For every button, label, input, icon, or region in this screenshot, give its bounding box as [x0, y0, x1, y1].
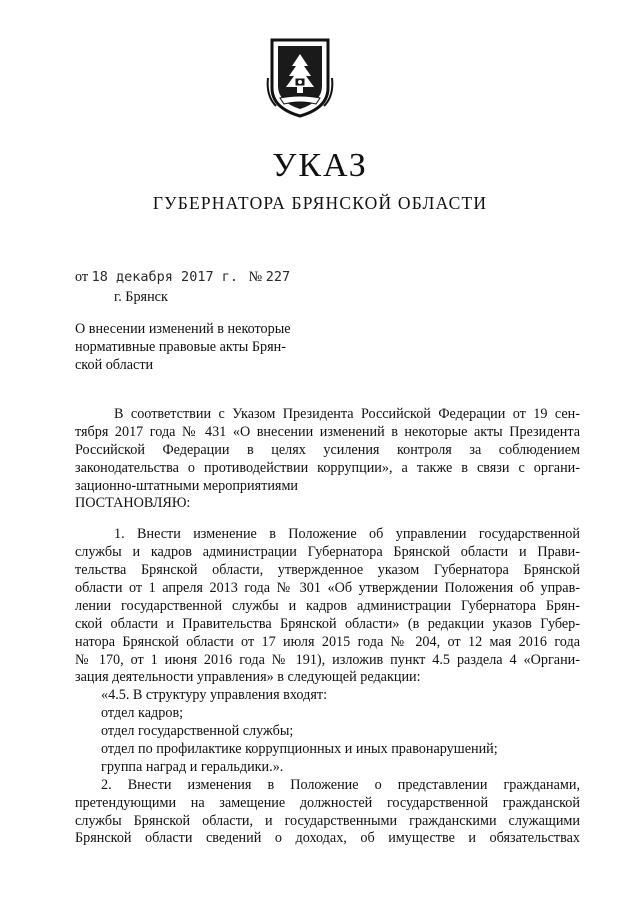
item1-line: натора Брянской области от 17 июля 2015 года № 204, от 12 мая 2016 года: [75, 633, 580, 650]
subject-line: О внесении изменений в некоторые: [75, 321, 291, 337]
document-body: [75, 406, 580, 848]
item1-line: № 170, от 1 июня 2016 года № 191), изложив пункт 4.5 раздела 4 «Органи-: [75, 651, 580, 668]
item2-line: 2. Внести изменения в Положение о представлении гражданами,: [101, 776, 580, 793]
item2-line: службы Брянской области, и государственными гражданскими служащими: [75, 812, 580, 829]
quote-line: группа наград и геральдики.».: [101, 758, 284, 775]
decree-word: ПОСТАНОВЛЯЮ:: [75, 495, 191, 512]
preamble-line: законодательства о противодействии коррупции», а также в связи с органи-: [75, 459, 580, 476]
quote-line: «4.5. В структуру управления входят:: [101, 687, 328, 704]
subject-line: ской области: [75, 357, 154, 373]
document-title: УКАЗ: [272, 147, 368, 184]
number-label: №: [248, 269, 263, 285]
quote-line: отдел по профилактике коррупционных и иных правонарушений;: [101, 741, 498, 758]
decree-number: 227: [265, 269, 291, 285]
decree-date: 18 декабря 2017 г.: [91, 269, 238, 285]
date-prefix: от: [75, 269, 89, 285]
item1-line: 1. Внести изменение в Положение об управлении государственной: [114, 526, 580, 543]
item2-line: претендующими на замещение должностей государственной гражданской: [75, 794, 580, 811]
preamble-line: Российской Федерации в целях усиления контроля за соблюдением: [75, 441, 580, 458]
item1-line: зация деятельности управления» в следующей редакции:: [75, 669, 421, 686]
item1-line: службы и кадров администрации Губернатора Брянской области и Прави-: [75, 544, 580, 561]
item1-line: тельства Брянской области, утвержденное указом Губернатора Брянской: [75, 562, 580, 579]
preamble-line: зационно-штатными мероприятиями: [75, 477, 299, 494]
item1-line: ской области и Правительства Брянской области» (в редакции указов Губер-: [75, 615, 580, 632]
coat-of-arms-icon: [266, 38, 334, 118]
quote-line: отдел кадров;: [101, 705, 184, 722]
city: г. Брянск: [114, 289, 168, 305]
preamble-line: тября 2017 года № 431 «О внесении изменений в некоторые акты Президента: [75, 423, 580, 440]
issuer-subtitle: ГУБЕРНАТОРА БРЯНСКОЙ ОБЛАСТИ: [152, 193, 488, 213]
quote-line: отдел государственной службы;: [101, 723, 294, 740]
preamble-line: В соответствии с Указом Президента Российской Федерации от 19 сен-: [114, 406, 580, 422]
item1-line: области от 1 апреля 2013 года № 301 «Об утверждении Положения об управ-: [75, 580, 580, 597]
item1-line: лении государственной службы и кадров администрации Губернатора Брян-: [75, 597, 580, 614]
date-number-line: [75, 268, 290, 286]
subject-line: нормативные правовые акты Брян-: [75, 339, 286, 355]
item2-line: Брянской области сведений о доходах, об имуществе и обязательствах: [75, 830, 580, 847]
